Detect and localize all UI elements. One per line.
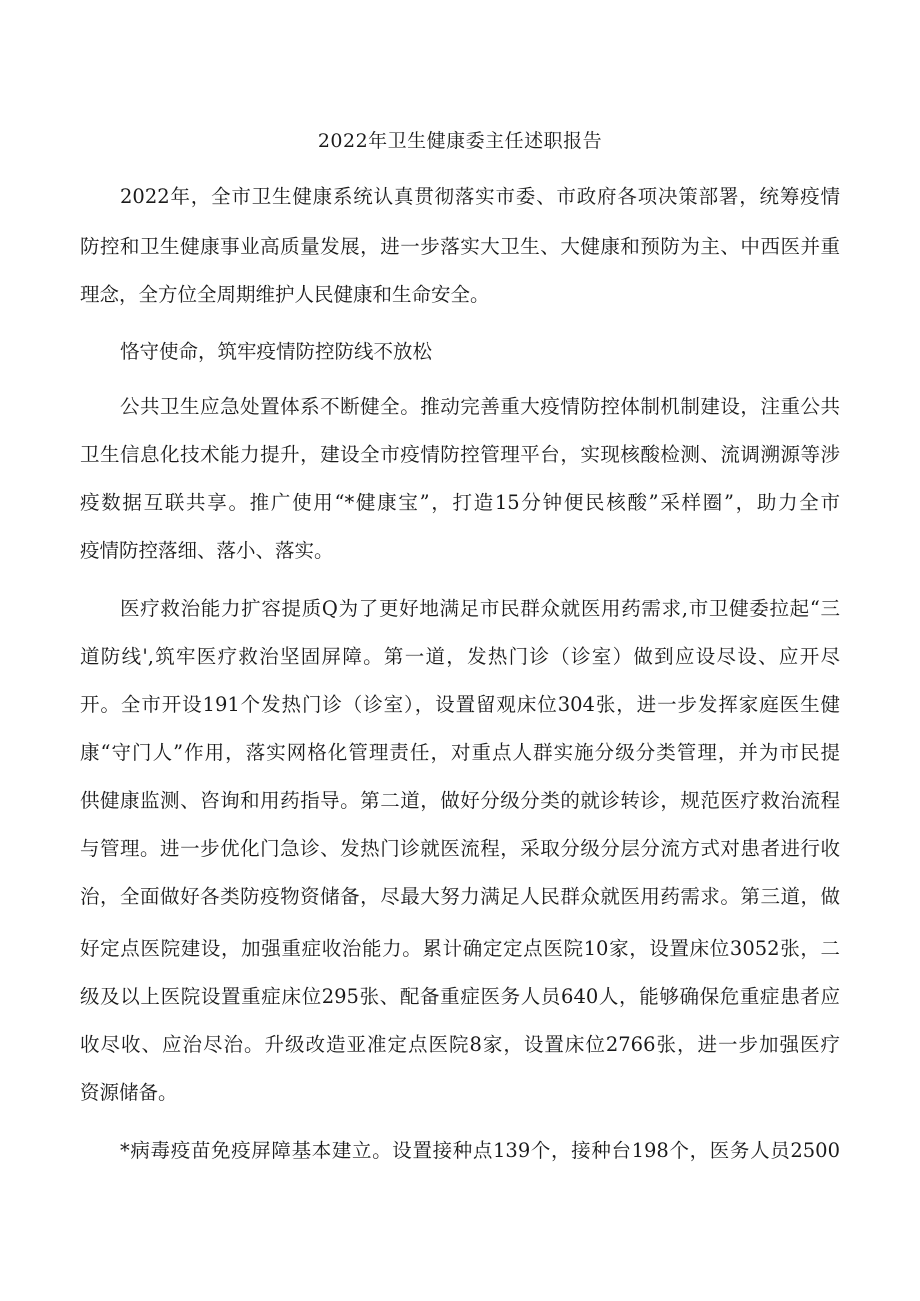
section-heading: 恪守使命，筑牢疫情防控防线不放松 xyxy=(120,340,433,363)
text-line: 道防线',筑牢医疗救治坚固屏障。第一道，发热门诊（诊室）做到应设尽设、应开尽 xyxy=(80,645,840,668)
text-line: 供健康监测、咨询和用药指导。第二道，做好分级分类的就诊转诊，规范医疗救治流程 xyxy=(80,789,840,812)
text-line: *病毒疫苗免疫屏障基本建立。设置接种点139个，接种台198个，医务人员2500 xyxy=(120,1139,840,1162)
text-line: 与管理。进一步优化门急诊、发热门诊就医流程，采取分级分层分流方式对患者进行收 xyxy=(80,837,840,860)
text-line: 康“守门人”作用，落实网格化管理责任，对重点人群实施分级分类管理，并为市民提 xyxy=(80,741,840,764)
document-title: 2022年卫生健康委主任述职报告 xyxy=(317,130,603,152)
text-line: 公共卫生应急处置体系不断健全。推动完善重大疫情防控体制机制建设，注重公共 xyxy=(120,395,840,418)
text-line: 开。全市开设191个发热门诊（诊室），设置留观床位304张，进一步发挥家庭医生健 xyxy=(80,693,840,716)
text-line: 理念，全方位全周期维护人民健康和生命安全。 xyxy=(80,283,490,306)
text-line: 级及以上医院设置重症床位295张、配备重症医务人员640人，能够确保危重症患者应 xyxy=(80,985,840,1008)
text-line: 卫生信息化技术能力提升，建设全市疫情防控管理平台，实现核酸检测、流调溯源等涉 xyxy=(80,443,840,466)
text-line: 疫情防控落细、落小、落实。 xyxy=(80,539,334,562)
text-line: 疫数据互联共享。推广使用“*健康宝”，打造15分钟便民核酸”采样圈”，助力全市 xyxy=(80,491,840,514)
text-line: 收尽收、应治尽治。升级改造亚准定点医院8家，设置床位2766张，进一步加强医疗 xyxy=(80,1033,840,1056)
text-line: 资源储备。 xyxy=(80,1081,178,1104)
text-line: 2022年，全市卫生健康系统认真贯彻落实市委、市政府各项决策部署，统筹疫情 xyxy=(120,185,840,208)
text-line: 医疗救治能力扩容提质Q为了更好地满足市民群众就医用药需求,市卫健委拉起“三 xyxy=(120,597,840,620)
text-line: 防控和卫生健康事业高质量发展，进一步落实大卫生、大健康和预防为主、中西医并重 xyxy=(80,235,840,258)
text-line: 治，全面做好各类防疫物资储备，尽最大努力满足人民群众就医用药需求。第三道，做 xyxy=(80,885,840,908)
text-line: 好定点医院建设，加强重症收治能力。累计确定定点医院10家，设置床位3052张，二 xyxy=(80,937,840,960)
